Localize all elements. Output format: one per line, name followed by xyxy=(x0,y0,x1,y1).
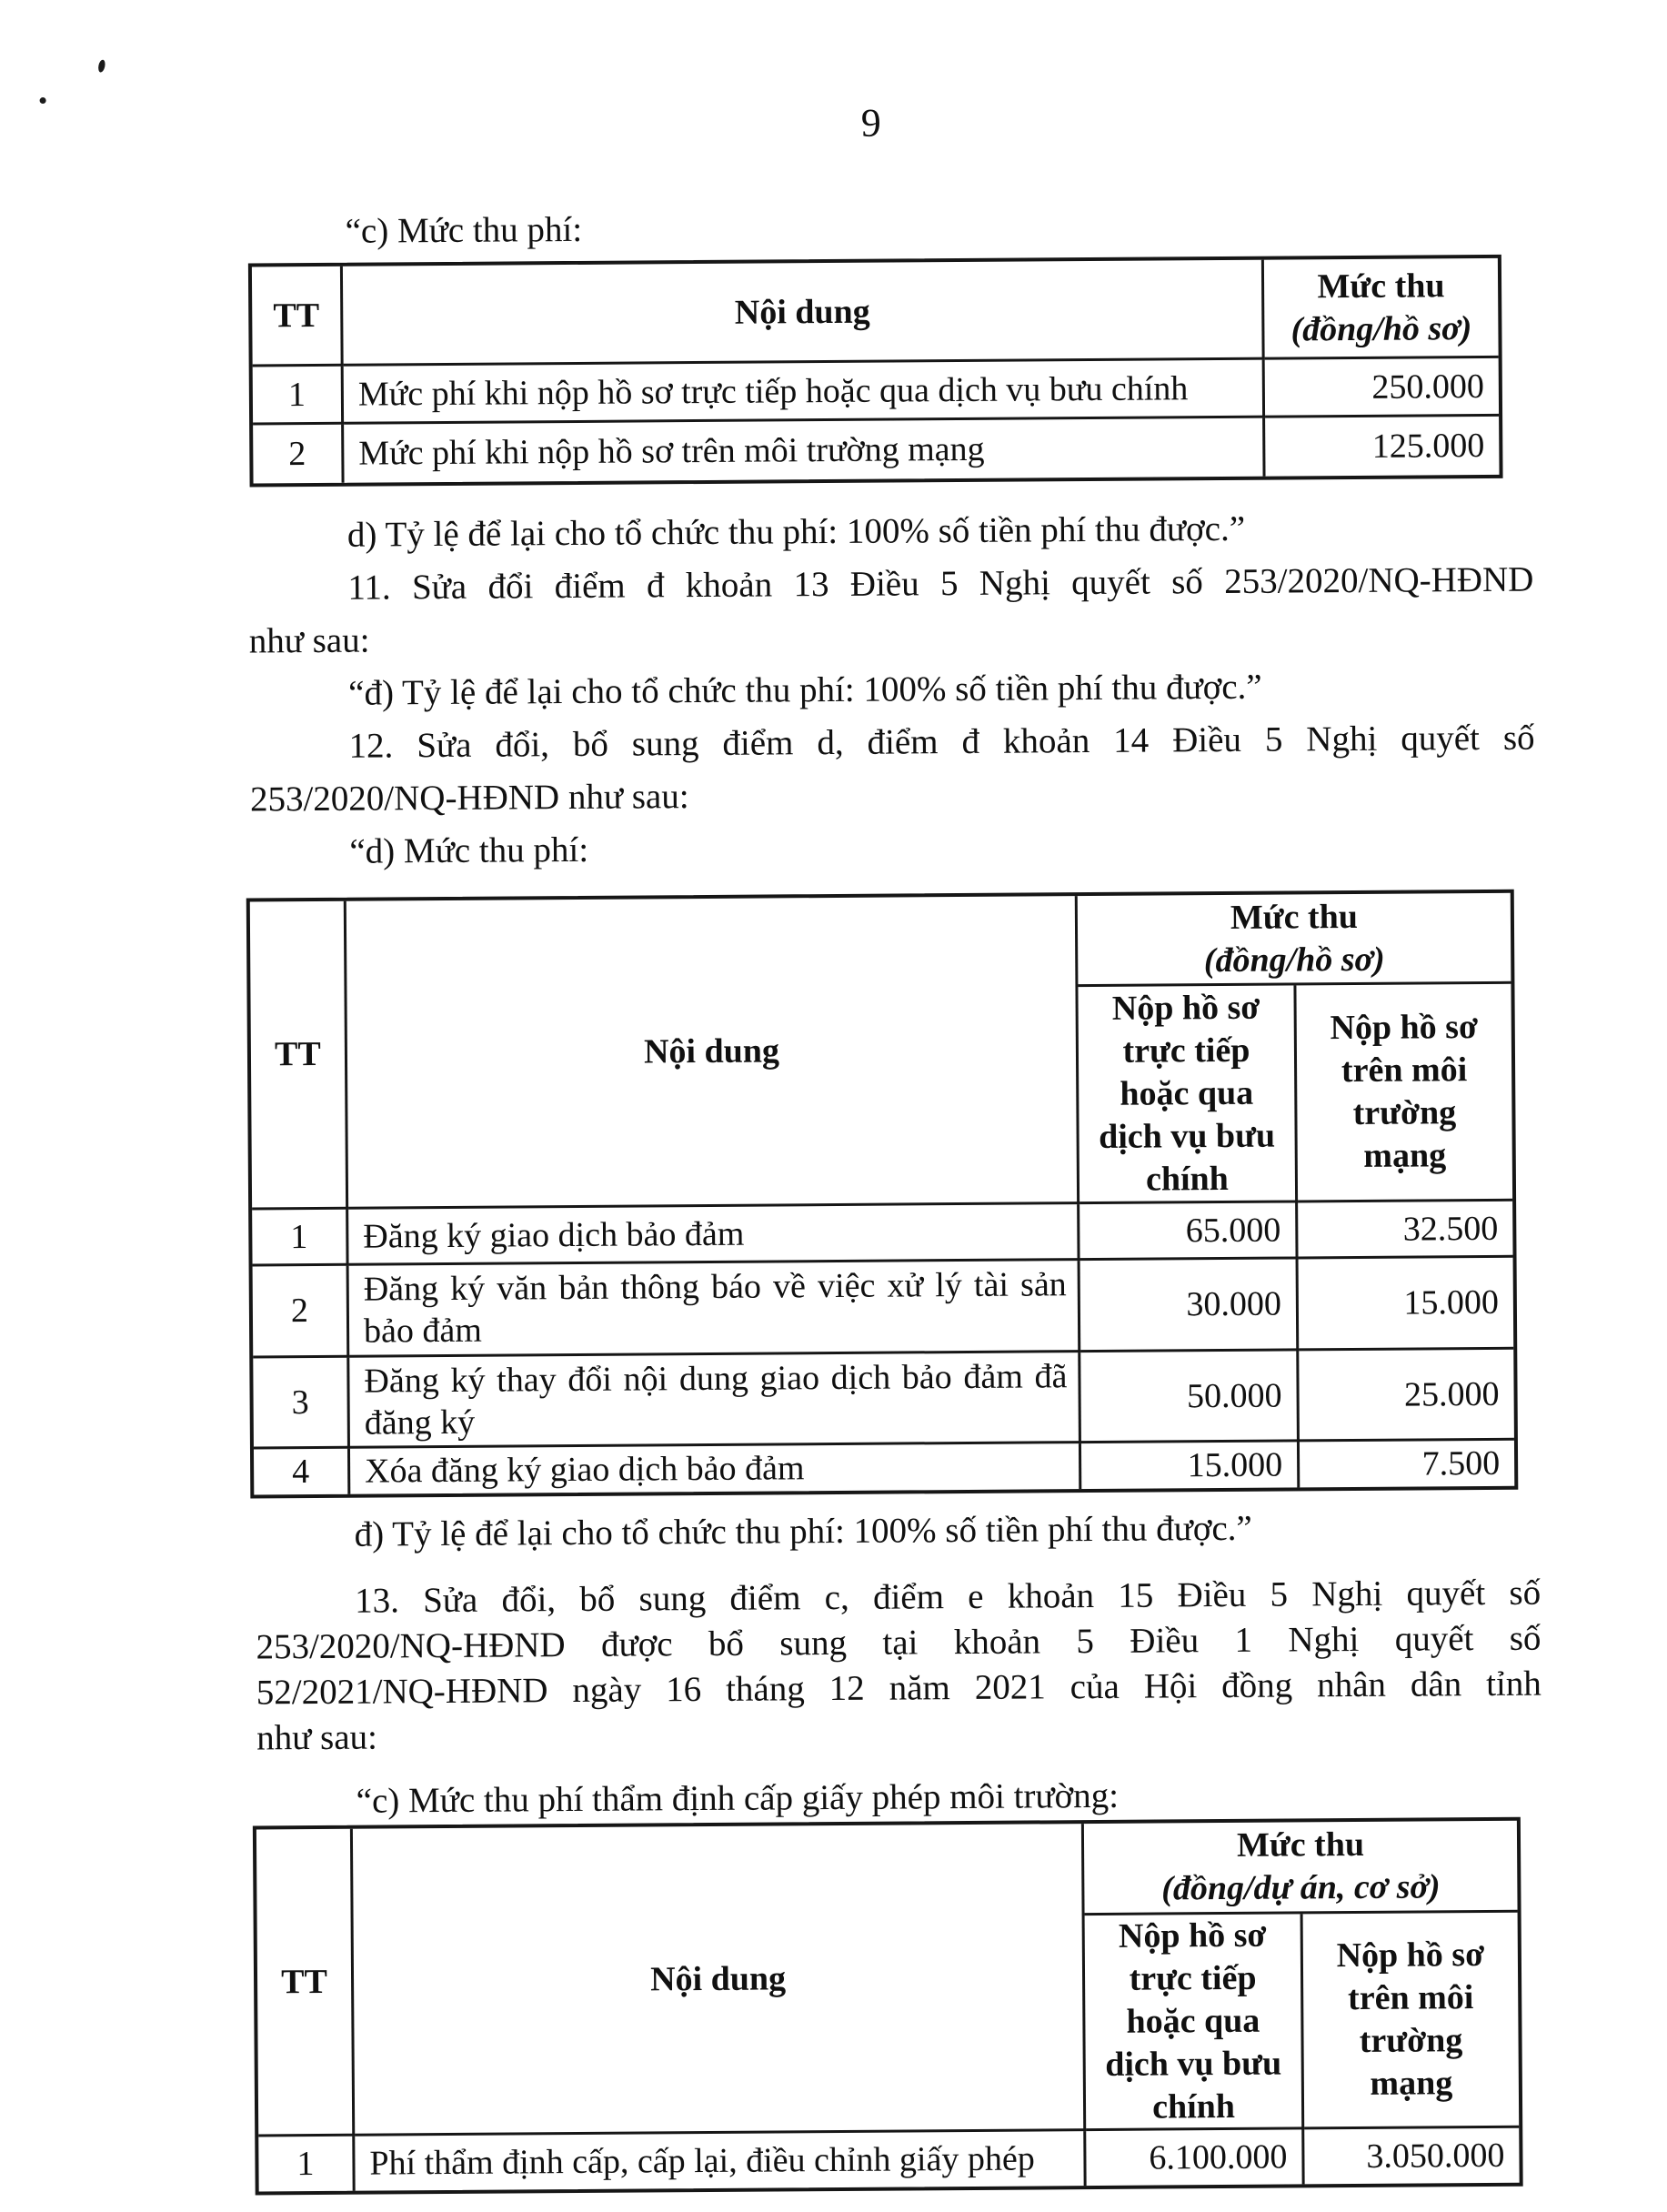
table2-row3-online-fee: 25.000 xyxy=(1299,1350,1514,1443)
table3-rate-unit: (đồng/dự án, cơ sở) xyxy=(1161,1867,1441,1908)
paragraph-item12-line2: 253/2020/NQ-HĐND như sau: xyxy=(249,777,689,819)
table2-header-content: Nội dung xyxy=(346,896,1080,1210)
table1-row2-rate: 125.000 xyxy=(1371,426,1485,466)
table2-rate-unit: (đồng/hồ sơ) xyxy=(1203,940,1385,980)
table2-row4-direct-fee: 15.000 xyxy=(1081,1442,1300,1489)
table1-rate-unit: (đồng/hồ sơ) xyxy=(1290,308,1472,348)
table1-row2-tt: 2 xyxy=(253,425,344,484)
ink-speck xyxy=(97,59,106,73)
table2-rate-title: Mức thu xyxy=(1230,897,1359,937)
table3-rate-title: Mức thu xyxy=(1236,1825,1365,1865)
table3-header-direct: Nộp hồ sơ trực tiếp hoặc qua dịch vụ bưu chính xyxy=(1085,1914,1305,2131)
paragraph-d-keep-rate: d) Tỷ lệ để lại cho tổ chức thu phí: 100% số tiền phí thu được.” xyxy=(346,508,1246,555)
paragraph-dd-keep-rate-quoted: “đ) Tỷ lệ để lại cho tổ chức thu phí: 100% số tiền phí thu được.” xyxy=(348,667,1262,713)
paragraph-item13-line2: 253/2020/NQ-HĐND được bổ sung tại khoản 5 Điều 1 Nghị quyết số xyxy=(256,1618,1541,1667)
paragraph-item12-line1: 12. Sửa đổi, bổ sung điểm d, điểm đ khoản 14 Điều 5 Nghị quyết số xyxy=(348,718,1535,766)
paragraph-c-env-intro: “c) Mức thu phí thẩm định cấp giấy phép môi trường: xyxy=(356,1775,1120,1821)
table2-row3-tt: 3 xyxy=(253,1358,350,1450)
table1-header-content: Nội dung xyxy=(343,260,1265,367)
ink-speck xyxy=(40,97,46,104)
section-c-fee-intro xyxy=(246,197,1531,259)
table1-row1-content: Mức phí khi nộp hồ sơ trực tiếp hoặc qua dịch vụ bưu chính xyxy=(344,360,1265,425)
table1-header-rate xyxy=(1264,258,1499,360)
table2-row3-content: Đăng ký thay đổi nội dung giao dịch bảo đảm đã đăng ký xyxy=(349,1352,1081,1449)
table2-header-rate xyxy=(1078,893,1511,987)
table3-header-tt: TT xyxy=(256,1829,355,2137)
table1-header-tt: TT xyxy=(252,266,344,367)
body-paragraphs xyxy=(248,501,1536,880)
paragraph-dd-keep-rate: đ) Tỷ lệ để lại cho tổ chức thu phí: 100% số tiền phí thu được.” xyxy=(354,1508,1252,1554)
table1-row1-rate: 250.000 xyxy=(1265,358,1499,418)
table2-row4-online-fee: 7.500 xyxy=(1421,1443,1501,1483)
fee-table-2 xyxy=(246,890,1519,1499)
table3-row1-online-fee: 3.050.000 xyxy=(1366,2136,1505,2176)
table2-row2-content: Đăng ký văn bản thông báo về việc xử lý tài sản bảo đảm xyxy=(349,1261,1081,1358)
table2-header-direct: Nộp hồ sơ trực tiếp hoặc qua dịch vụ bưu chính xyxy=(1078,985,1298,1204)
table2-row1-tt: 1 xyxy=(252,1210,348,1267)
table3-row1-direct-fee: 6.100.000 xyxy=(1086,2129,1304,2186)
table2-row2-direct-fee: 30.000 xyxy=(1080,1259,1300,1352)
table2-row3-direct-fee: 50.000 xyxy=(1080,1351,1300,1443)
table1-rate-title: Mức thu xyxy=(1317,266,1445,306)
fee-table-1 xyxy=(248,255,1503,488)
table1-row1-tt: 1 xyxy=(253,367,344,426)
paragraph-item11-line1: 11. Sửa đổi điểm đ khoản 13 Điều 5 Nghị quyết số 253/2020/NQ-HĐND xyxy=(347,559,1534,608)
page-number: 9 xyxy=(860,100,881,146)
fee-table-3 xyxy=(253,1817,1523,2196)
table2-row2-tt: 2 xyxy=(253,1266,350,1359)
section-dd-keep-rate xyxy=(255,1501,1540,1563)
table2-row2-online-fee: 15.000 xyxy=(1299,1258,1514,1352)
paragraph-item13-line4: như sau: xyxy=(256,1717,378,1758)
paragraph-item13-line1: 13. Sửa đổi, bổ sung điểm c, điểm e khoản 15 Điều 5 Nghị quyết số xyxy=(354,1573,1541,1621)
paragraph-item11-line2: như sau: xyxy=(248,620,370,661)
table3-row1-content: Phí thẩm định cấp, cấp lại, điều chỉnh giấy phép xyxy=(355,2131,1086,2191)
table2-header-tt: TT xyxy=(250,901,348,1211)
paragraph-c-fee-intro: “c) Mức thu phí: xyxy=(345,209,583,251)
table2-header-online: Nộp hồ sơ trên môi trường mạng xyxy=(1296,984,1512,1203)
table2-row4-content: Xóa đăng ký giao dịch bảo đảm xyxy=(350,1443,1081,1494)
paragraph-d-fee-intro: “d) Mức thu phí: xyxy=(349,830,589,871)
table3-row1-tt: 1 xyxy=(258,2137,355,2192)
table2-row1-direct-fee: 65.000 xyxy=(1080,1202,1298,1261)
table3-header-rate xyxy=(1084,1821,1518,1915)
table3-header-content: Nội dung xyxy=(353,1824,1086,2137)
table1-row2-content: Mức phí khi nộp hồ sơ trên môi trường mạng xyxy=(344,418,1265,483)
table2-row4-tt: 4 xyxy=(254,1449,350,1495)
paragraph-item13-line3: 52/2021/NQ-HĐND ngày 16 tháng 12 năm 2021 của Hội đồng nhân dân tỉnh xyxy=(256,1664,1541,1713)
section-item13 xyxy=(256,1571,1541,1762)
table3-header-online: Nộp hồ sơ trên môi trường mạng xyxy=(1303,1913,1520,2130)
table2-row1-online-fee: 32.500 xyxy=(1298,1202,1512,1260)
table2-row1-content: Đăng ký giao dịch bảo đảm xyxy=(348,1204,1080,1266)
